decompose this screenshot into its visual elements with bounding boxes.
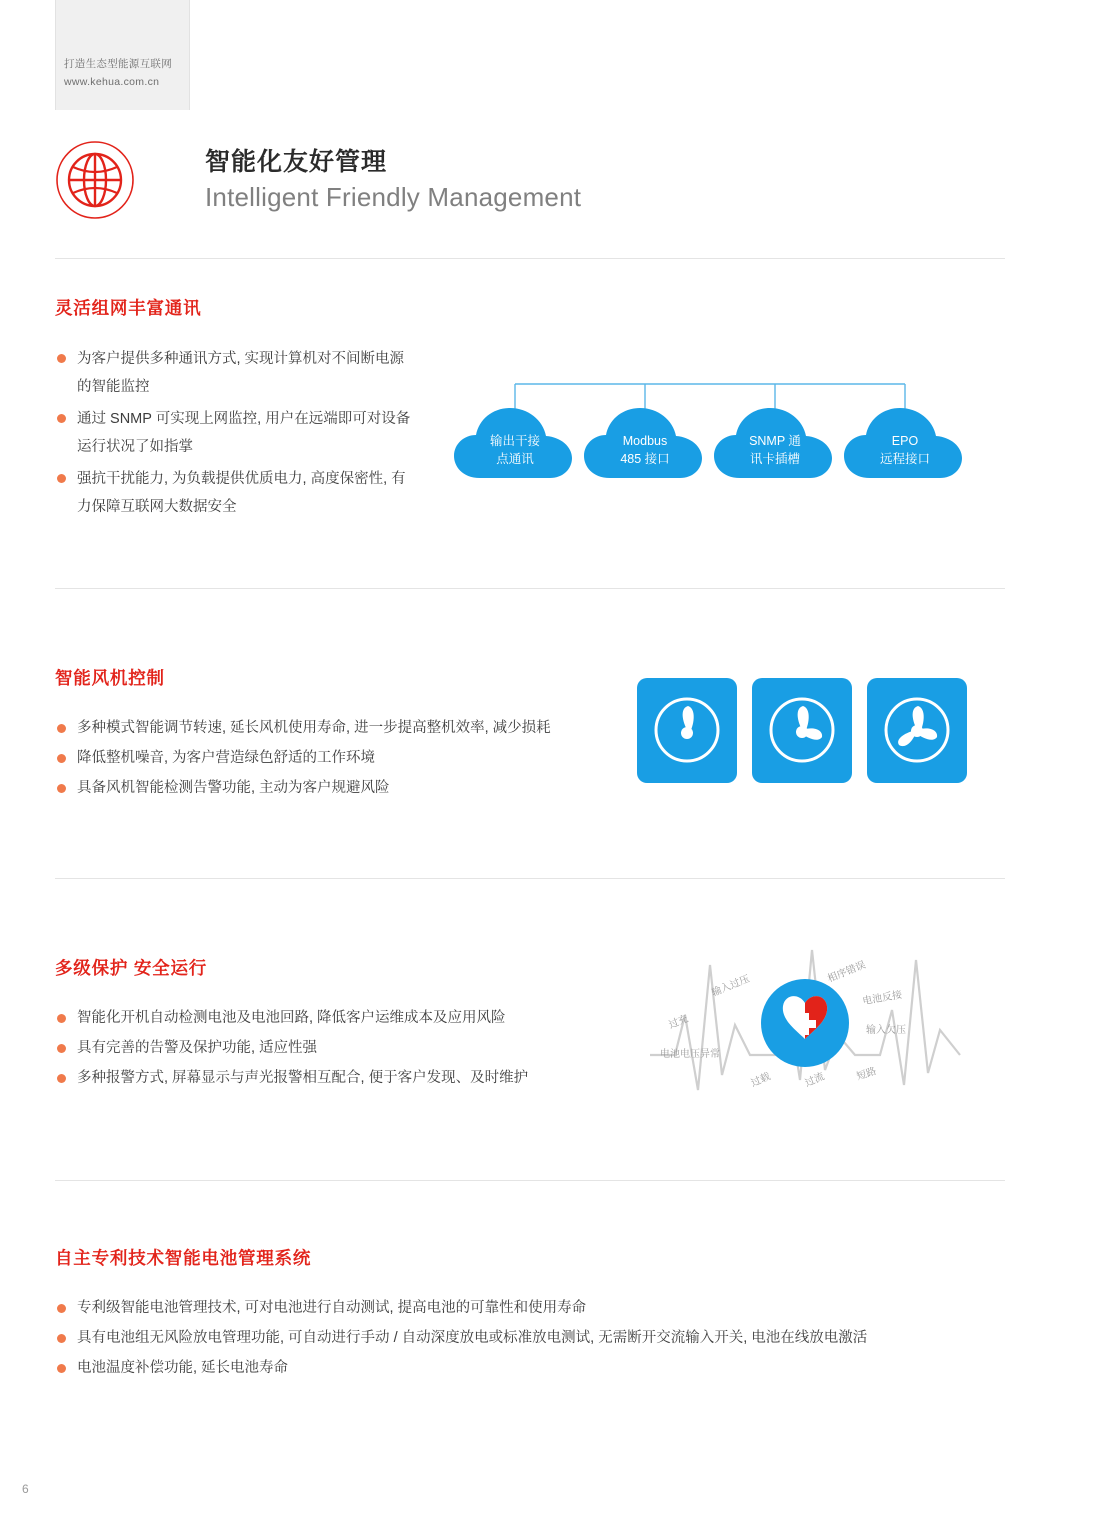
- list-item: 具备风机智能检测告警功能, 主动为客户规避风险: [55, 775, 625, 801]
- cloud-label-line2: 点通讯: [496, 452, 534, 466]
- cloud-label-line1: Modbus: [622, 434, 668, 448]
- cloud-label-line1: EPO: [891, 434, 919, 448]
- bullet-list-battery-management: [55, 1295, 985, 1385]
- cloud-diagram: [440, 370, 980, 490]
- fan-icon-group: [637, 678, 967, 783]
- fan-icon-3: [867, 678, 967, 783]
- graphic-label-4: 输入欠压: [866, 1025, 906, 1036]
- cloud-node-3: [712, 404, 838, 482]
- cloud-label-line1: SNMP 通: [749, 434, 801, 448]
- list-item: 具有完善的告警及保护功能, 适应性强: [55, 1035, 615, 1061]
- ecg-waveform-icon: [640, 905, 970, 1145]
- divider-top: [55, 258, 1005, 259]
- cloud-label-line1: 输出干接: [489, 434, 540, 448]
- divider-3: [55, 1180, 1005, 1181]
- section-heading-fan-control: 智能风机控制: [55, 668, 165, 688]
- bullet-list-fan-control: [55, 715, 625, 805]
- cloud-label-3: [712, 432, 838, 468]
- graphic-label-5: 电池电压异常: [660, 1049, 720, 1060]
- graphic-label-6: 过载: [749, 1071, 773, 1090]
- bullet-list-communication: [55, 345, 415, 525]
- list-item: 强抗干扰能力, 为负载提供优质电力, 高度保密性, 有力保障互联网大数据安全: [55, 465, 415, 521]
- page-title-en: Intelligent Friendly Management: [205, 182, 582, 212]
- list-item: 多种模式智能调节转速, 延长风机使用寿命, 进一步提高整机效率, 减少损耗: [55, 715, 625, 741]
- fan-icon-1: [637, 678, 737, 783]
- section-heading-protection: 多级保护 安全运行: [55, 958, 208, 978]
- cloud-node-1: [452, 404, 578, 482]
- section-heading-battery-management: 自主专利技术智能电池管理系统: [55, 1248, 312, 1268]
- brand-logo-block: [55, 0, 190, 110]
- cloud-label-1: [452, 432, 578, 468]
- graphic-label-7: 过流: [803, 1071, 827, 1090]
- cloud-node-4: [842, 404, 968, 482]
- graphic-label-1: 输入过压: [710, 973, 752, 999]
- globe-icon: [55, 140, 135, 220]
- divider-2: [55, 878, 1005, 879]
- cloud-label-line2: 讯卡插槽: [749, 452, 800, 466]
- list-item: 具有电池组无风险放电管理功能, 可自动进行手动 / 自动深度放电或标准放电测试, 无需断开交流输入开关, 电池在线放电激活: [55, 1325, 985, 1351]
- cloud-node-2: [582, 404, 708, 482]
- divider-1: [55, 588, 1005, 589]
- graphic-label-2: 相序错误: [826, 959, 868, 985]
- page-title-row: [55, 140, 1005, 232]
- protection-graphic: [640, 905, 970, 1145]
- cloud-label-line2: 远程接口: [879, 452, 930, 466]
- cloud-label-2: [582, 432, 708, 468]
- graphic-label-3: 电池反接: [861, 989, 903, 1008]
- brand-url: www.kehua.com.cn: [64, 76, 160, 88]
- list-item: 智能化开机自动检测电池及电池回路, 降低客户运维成本及应用风险: [55, 1005, 615, 1031]
- list-item: 电池温度补偿功能, 延长电池寿命: [55, 1355, 985, 1381]
- list-item: 多种报警方式, 屏幕显示与声光报警相互配合, 便于客户发现、及时维护: [55, 1065, 615, 1091]
- page-title-cn: 智能化友好管理: [205, 148, 388, 176]
- graphic-label-0: 过充: [667, 1013, 691, 1032]
- bullet-list-protection: [55, 1005, 615, 1095]
- cloud-label-line2: 485 接口: [620, 452, 670, 466]
- fan-icon-2: [752, 678, 852, 783]
- list-item: 通过 SNMP 可实现上网监控, 用户在远端即可对设备运行状况了如指掌: [55, 405, 415, 461]
- list-item: 为客户提供多种通讯方式, 实现计算机对不间断电源的智能监控: [55, 345, 415, 401]
- list-item: 专利级智能电池管理技术, 可对电池进行自动测试, 提高电池的可靠性和使用寿命: [55, 1295, 985, 1321]
- graphic-label-8: 短路: [855, 1066, 878, 1083]
- list-item: 降低整机噪音, 为客户营造绿色舒适的工作环境: [55, 745, 625, 771]
- page-number: 6: [22, 1482, 29, 1496]
- brand-tagline: 打造生态型能源互联网: [64, 58, 172, 70]
- section-heading-communication: 灵活组网丰富通讯: [55, 298, 202, 318]
- cloud-label-4: [842, 432, 968, 468]
